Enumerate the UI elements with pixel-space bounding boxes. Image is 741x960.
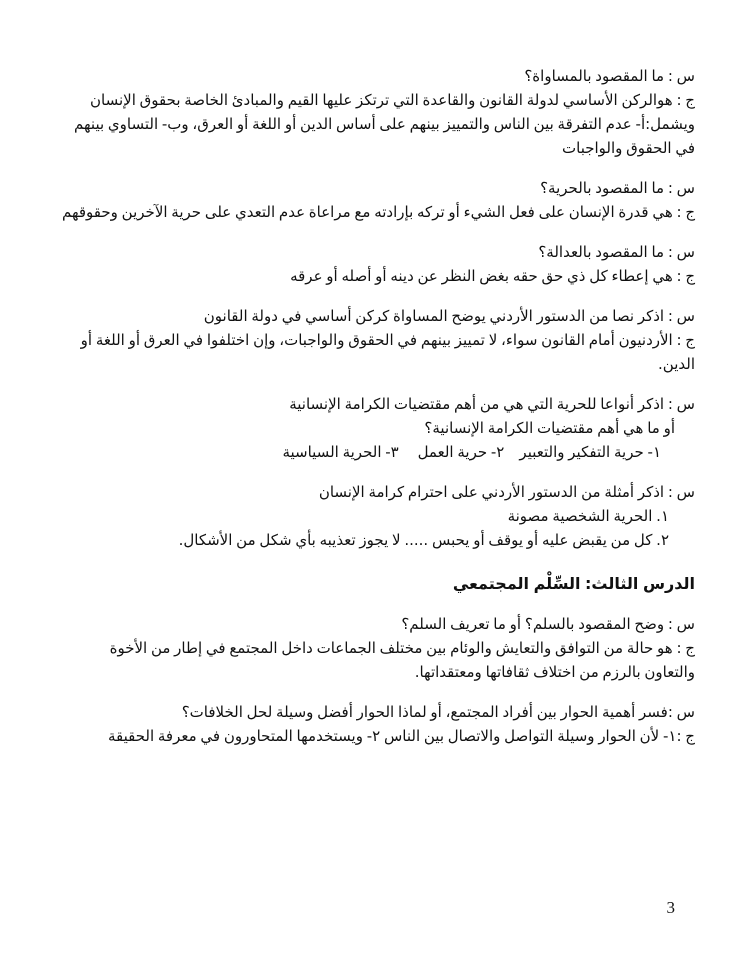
lesson-heading: الدرس الثالث: السِّلْم المجتمعي <box>452 574 695 593</box>
question-freedom-types: س : اذكر أنواعا للحرية التي هي من أهم مقتضيات الكرامة الإنسانية <box>289 395 695 413</box>
block-peace <box>44 612 695 684</box>
answer-equality-line1: ج : هوالركن الأساسي لدولة القانون والقاعدة التي ترتكز عليها القيم والمبادئ الخاصة بحقوق الإنسان <box>90 91 695 109</box>
question-freedom-types-alt: أو ما هي أهم مقتضيات الكرامة الإنسانية؟ <box>424 419 675 437</box>
answer-equality-line2: ويشمل:أ- عدم التفرقة بين الناس والتمييز بينهم على أساس الدين أو اللغة أو العرق، وب- التساوي بينهم <box>74 115 695 133</box>
block-justice <box>44 240 695 288</box>
question-constitution-text: س : اذكر نصا من الدستور الأردني يوضح المساواة كركن أساسي في دولة القانون <box>203 307 695 325</box>
question-peace: س : وضح المقصود بالسلم؟ أو ما تعريف السلم؟ <box>401 615 695 633</box>
block-dialogue <box>44 700 695 748</box>
question-dignity-examples: س : اذكر أمثلة من الدستور الأردني على احترام كرامة الإنسان <box>318 483 695 501</box>
answer-justice: ج : هي إعطاء كل ذي حق حقه بغض النظر عن دينه أو أصله أو عرقه <box>290 267 695 285</box>
question-equality: س : ما المقصود بالمساواة؟ <box>524 67 695 85</box>
block-freedom <box>44 176 695 224</box>
spacer <box>44 748 695 896</box>
question-dialogue: س :فسر أهمية الحوار بين أفراد المجتمع، أو لماذا الحوار أفضل وسيلة لحل الخلافات؟ <box>181 703 695 721</box>
answer-peace-line2: والتعاون بالرزم من اختلاف ثقافاتها ومعتقداتها. <box>414 663 695 681</box>
answer-constitution-line1: ج : الأردنيون أمام القانون سواء، لا تمييز بينهم في الحقوق والواجبات، وإن اختلفوا في العرق أو اللغة أو <box>80 331 695 349</box>
block-dignity-examples <box>44 480 695 552</box>
block-constitution-text <box>44 304 695 376</box>
list-item: ٢. كل من يقبض عليه أو يوقف أو يحبس ..... لا يجوز تعذيبه بأي شكل من الأشكال. <box>178 531 669 549</box>
answer-peace-line1: ج : هو حالة من التوافق والتعايش والوئام بين مختلف الجماعات داخل المجتمع في إطار من الأخوة <box>109 639 695 657</box>
question-freedom: س : ما المقصود بالحرية؟ <box>540 179 695 197</box>
block-freedom-types <box>44 392 695 464</box>
page-number: 3 <box>666 898 675 917</box>
answer-freedom: ج : هي قدرة الإنسان على فعل الشيء أو تركه بإرادته مع مراعاة عدم التعدي على حرية الآخرين وحقوقهم <box>61 203 695 221</box>
answer-equality-line3: في الحقوق والواجبات <box>562 139 695 157</box>
page-content <box>44 64 695 748</box>
answer-freedom-types: ١- حرية التفكير والتعبير ٢- حرية العمل ٣- الحرية السياسية <box>282 443 661 461</box>
question-justice: س : ما المقصود بالعدالة؟ <box>538 243 695 261</box>
list-item: ١. الحرية الشخصية مصونة <box>507 507 669 525</box>
answer-constitution-line2: الدين. <box>658 355 695 373</box>
block-equality <box>44 64 695 160</box>
answer-dialogue: ج :١- لأن الحوار وسيلة التواصل والاتصال بين الناس ٢- ويستخدمها المتحاورون في معرفة الحقيقة <box>107 727 695 745</box>
